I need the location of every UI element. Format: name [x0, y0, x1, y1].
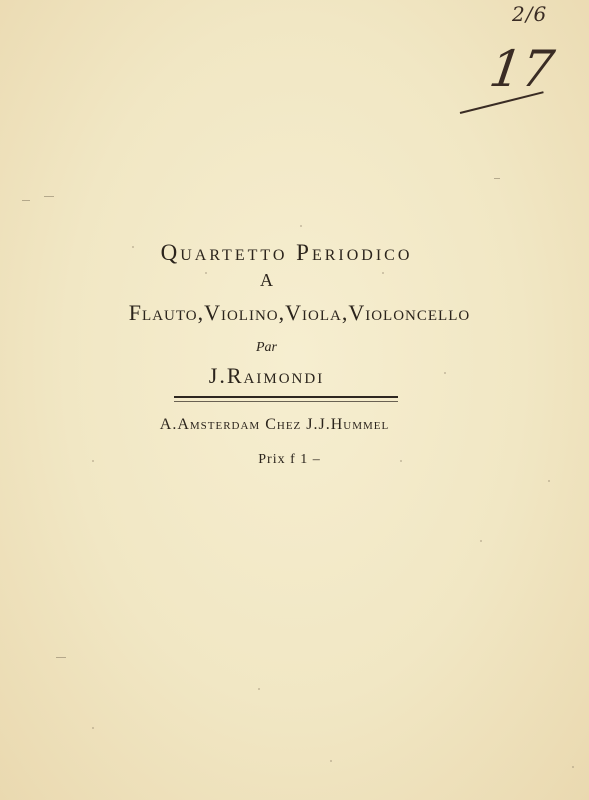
paper-speck [92, 727, 94, 729]
paper-mark [44, 196, 54, 197]
paper-speck [330, 760, 332, 762]
title-connector: A [260, 270, 273, 290]
price-line: Prix f 1 – [258, 452, 321, 467]
paper-speck [480, 540, 482, 542]
par-label: Par [256, 340, 277, 355]
paper-mark [56, 657, 66, 658]
composer-name: J.Raimondi [208, 363, 325, 388]
paper-speck [300, 225, 302, 227]
handwritten-number: 17 [485, 40, 558, 98]
paper-speck [572, 766, 574, 768]
instrumentation: Flauto,Violino,Viola,Violoncello [128, 300, 471, 325]
paper-mark [22, 200, 30, 201]
double-rule-top [174, 396, 398, 398]
paper-mark [494, 178, 500, 179]
paper-speck [548, 480, 550, 482]
work-title: Quartetto Periodico [160, 240, 413, 265]
publisher-imprint: A.Amsterdam Chez J.J.Hummel [159, 416, 390, 433]
handwritten-price: 2/6 [512, 2, 548, 26]
double-rule-bottom [174, 401, 398, 402]
paper-speck [258, 688, 260, 690]
